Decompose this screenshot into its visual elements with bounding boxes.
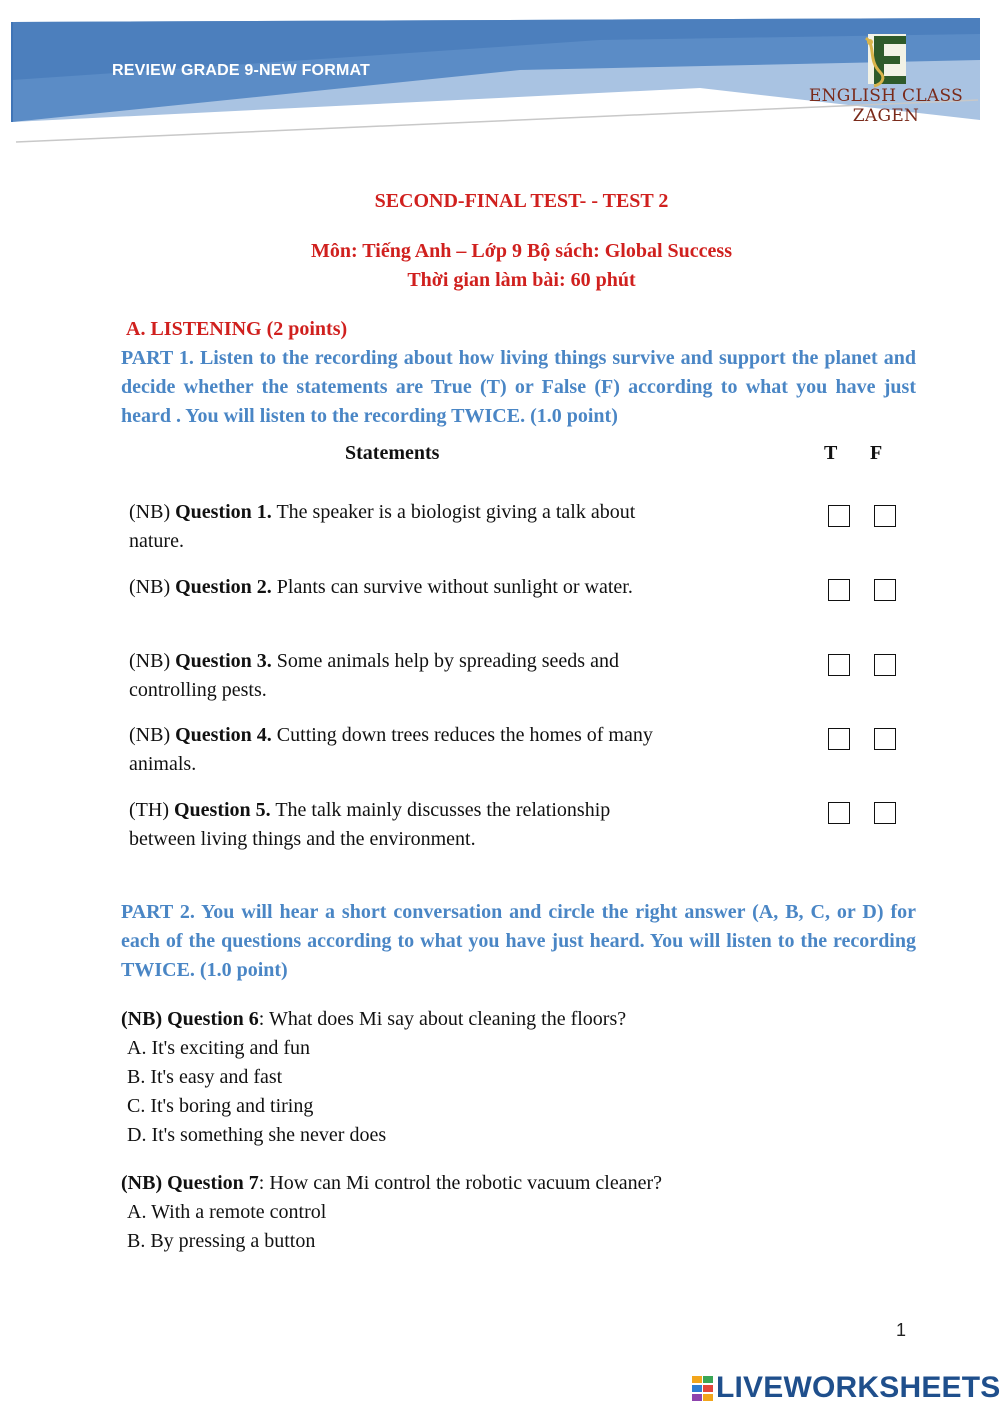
statement-label: Question 5. bbox=[173, 799, 271, 821]
q7-option-b[interactable]: B. By pressing a button bbox=[127, 1230, 316, 1252]
question-level: (NB) bbox=[121, 1172, 163, 1194]
question-label: Question 6 bbox=[167, 1008, 259, 1030]
statement-level: (NB) bbox=[129, 650, 171, 672]
statement-text: The speaker is a biologist giving a talk about nature. bbox=[129, 501, 636, 552]
statement-3 bbox=[129, 647, 669, 705]
question-text: : How can Mi control the robotic vacuum cleaner? bbox=[258, 1172, 662, 1194]
section-a-heading: A. LISTENING (2 points) bbox=[126, 318, 348, 340]
q7-option-a[interactable]: A. With a remote control bbox=[127, 1201, 327, 1223]
test-title: SECOND-FINAL TEST- - TEST 2 bbox=[374, 190, 669, 212]
statement-text: Plants can survive without sunlight or water. bbox=[276, 576, 633, 598]
liveworksheets-blocks-icon bbox=[692, 1376, 714, 1402]
q1-true-checkbox[interactable] bbox=[828, 505, 850, 527]
statement-label: Question 1. bbox=[175, 501, 272, 523]
statement-5 bbox=[129, 796, 669, 854]
q5-true-checkbox[interactable] bbox=[828, 802, 850, 824]
page-number: 1 bbox=[896, 1320, 907, 1340]
statement-label: Question 2. bbox=[175, 576, 272, 598]
table-header-statements: Statements bbox=[345, 442, 440, 464]
q6-option-d[interactable]: D. It's something she never does bbox=[127, 1124, 387, 1146]
q5-false-checkbox[interactable] bbox=[874, 802, 896, 824]
header-banner bbox=[0, 0, 1000, 150]
part2-instructions: PART 2. You will hear a short conversation and circle the right answer (A, B, C, or D) for each of the questions according to what you have just heard. You will listen to the recording TWICE. (1.0 point) bbox=[121, 901, 916, 981]
statement-1 bbox=[129, 498, 669, 556]
liveworksheets-brand: LIVEWORKSHEETS bbox=[716, 1371, 1000, 1404]
q4-true-checkbox[interactable] bbox=[828, 728, 850, 750]
statement-label: Question 3. bbox=[175, 650, 272, 672]
q4-false-checkbox[interactable] bbox=[874, 728, 896, 750]
q1-false-checkbox[interactable] bbox=[874, 505, 896, 527]
statement-level: (NB) bbox=[129, 724, 171, 746]
part1-instructions: PART 1. Listen to the recording about how living things survive and support the planet and decide whether the statements are True (T) or False (F) according to what you have just heard . You will listen to the recording TWICE. (1.0 point) bbox=[121, 347, 916, 427]
statement-level: (NB) bbox=[129, 501, 171, 523]
subject-line: Môn: Tiếng Anh – Lớp 9 Bộ sách: Global Success bbox=[311, 240, 732, 262]
q2-false-checkbox[interactable] bbox=[874, 579, 896, 601]
statement-4 bbox=[129, 721, 669, 779]
time-line: Thời gian làm bài: 60 phút bbox=[407, 269, 636, 291]
statement-level: (NB) bbox=[129, 576, 171, 598]
english-class-zagen-logo bbox=[796, 28, 976, 126]
question-7 bbox=[121, 1169, 662, 1198]
q6-option-b[interactable]: B. It's easy and fast bbox=[127, 1066, 283, 1088]
q2-true-checkbox[interactable] bbox=[828, 579, 850, 601]
statement-text: The talk mainly discusses the relationship between living things and the environment. bbox=[129, 799, 611, 850]
q3-true-checkbox[interactable] bbox=[828, 654, 850, 676]
statement-label: Question 4. bbox=[175, 724, 272, 746]
logo-e-icon bbox=[796, 28, 976, 88]
table-header-true: T bbox=[824, 442, 838, 464]
liveworksheets-logo[interactable] bbox=[692, 1371, 1000, 1406]
statement-text: Cutting down trees reduces the homes of many animals. bbox=[129, 724, 653, 775]
q6-option-c[interactable]: C. It's boring and tiring bbox=[127, 1095, 314, 1117]
question-level: (NB) bbox=[121, 1008, 163, 1030]
question-6 bbox=[121, 1005, 626, 1034]
banner-title: REVIEW GRADE 9-NEW FORMAT bbox=[112, 62, 371, 79]
statement-level: (TH) bbox=[129, 799, 169, 821]
question-text: : What does Mi say about cleaning the floors? bbox=[258, 1008, 627, 1030]
statement-text: Some animals help by spreading seeds and controlling pests. bbox=[129, 650, 619, 701]
logo-name: ENGLISH CLASS ZAGEN bbox=[808, 86, 964, 126]
q6-option-a[interactable]: A. It's exciting and fun bbox=[127, 1037, 311, 1059]
q3-false-checkbox[interactable] bbox=[874, 654, 896, 676]
table-header-false: F bbox=[870, 442, 883, 464]
question-label: Question 7 bbox=[167, 1172, 259, 1194]
statement-2 bbox=[129, 573, 669, 602]
